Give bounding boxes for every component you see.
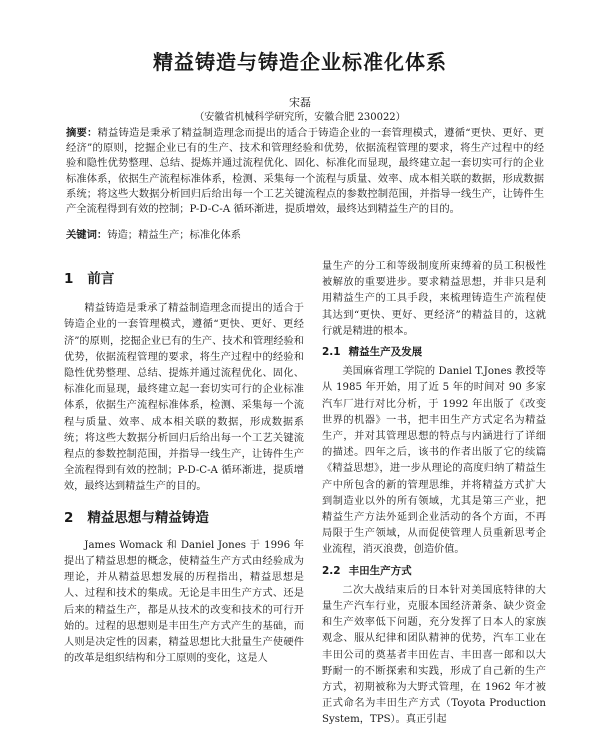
subsection-2-2-title: 丰田生产方式 xyxy=(348,564,412,577)
abstract xyxy=(66,126,544,217)
subsection-2-1-number: 2.1 xyxy=(322,346,341,359)
keywords-label: 关键词： xyxy=(66,229,108,241)
abstract-label: 摘要： xyxy=(66,127,98,139)
left-column xyxy=(64,262,304,667)
section-1-number: 1 xyxy=(64,271,74,287)
subsection-2-1-heading xyxy=(322,344,546,360)
right-column-intro: 量生产的分工和等级制度所束缚着的员工积极性被解放的重要进步。要求精益思想，并非只是利用精益生产的工具手段，来梳理铸造生产流程使其达到“更快、更好、更经济”的精益目的，这就行就是精进的根本。 xyxy=(322,261,546,337)
subsection-2-2-heading xyxy=(322,563,546,579)
keywords-text: 铸造；精益生产；标准化体系 xyxy=(107,229,242,241)
section-1-title: 前言 xyxy=(87,271,115,287)
subsection-2-1-title: 精益生产及发展 xyxy=(348,346,423,359)
section-2-body: James Womack 和 Daniel Jones 于 1996 年提出了精益思想的概念，使精益生产方式由经验成为理论，并从精益思想发展的历程指出，精益思想是人、过程和技术的集成。无论是丰田生产方式、还是后来的精益生产，都是从技术的改变和技术的可行开始的。过程的思想则是丰田生产方式产生的基础，而人则是决定性的因素，精益思想比大批量生产使硬件的改革是组织结构和分工原则的变化，这是人 xyxy=(64,539,304,665)
section-1-heading xyxy=(64,271,304,287)
affiliation: （安徽省机械科学研究所，安徽合肥 230022） xyxy=(194,112,406,123)
section-2-title: 精益思想与精益铸造 xyxy=(87,509,209,526)
section-2-heading xyxy=(64,510,304,526)
right-column xyxy=(322,259,546,729)
section-1-body: 精益铸造是秉承了精益制造理念而提出的适合于铸造企业的一套管理模式，遵循“更快、更好、更经济”的原则，挖掘企业已有的生产、技术和管理经验和优势，依据流程管理的要求，将生产过程中的经验和隐性优势整理、总结、提炼并通过流程优化、固化、标准化而显现，最终建立起一套切实可行的企业标准体系，依据生产流程标准体系，检测、采集每一个流程与质量、效率、成本相关联的数据，形成数据系统；将这些大数据分析回归后给出每一个工艺关键流程点的参数控制范围，并指导一线生产，让铸件生产全流程得到有效的控制；P-D-C-A 循环渐进，提质增效，最终达到精益生产的目的。 xyxy=(64,303,304,493)
subsection-2-2-body: 二次大战结束后的日本针对美国底特律的大量生产汽车行业，克服本国经济萧条、缺少资金和生产效率低下问题，充分发挥了日本人的家族观念、服从纪律和团队精神的优势，汽车工业在丰田公司的奠基者丰田佐吉、丰田喜一郎和以大野耐一的不断探索和实践，形成了自己新的生产方式，初期被称为大野式管理，在 1962 年才被正式命名为丰田生产方式（Toyota Production System，TPS）。真正引起 xyxy=(322,584,546,726)
author-name: 宋磊 xyxy=(289,96,311,109)
subsection-2-1-body: 美国麻省理工学院的 Daniel T.Jones 教授等从 1985 年开始，用了近 5 年的时间对 90 多家汽车厂进行对比分析，于 1992 年出版了《改变世界的机器》一书，把丰田生产方式定名为精益生产，并对其管理思想的特点与内涵进行了详细的描述。四年之后，该书的作者出版了它的续篇《精益思想》，进一步从理论的高度归纳了精益生产中所包含的新的管理思维，并将精益方式扩大到制造业以外的所有领域，尤其是第三产业，把精益生产方法外延到企业活动的各个方面，不再局限于生产领域，从而促使管理人员重新思考企业流程，消灭浪费，创造价值。 xyxy=(322,366,546,556)
paper-title: 精益铸造与铸造企业标准化体系 xyxy=(153,50,447,74)
keywords xyxy=(66,228,544,243)
section-2-number: 2 xyxy=(64,509,74,526)
abstract-text: 精益铸造是秉承了精益制造理念而提出的适合于铸造企业的一套管理模式，遵循“更快、更好、更经济”的原则，挖掘企业已有的生产、技术和管理经验和优势，依据流程管理的要求，将生产过程中的经验和隐性优势整理、总结、提炼并通过流程优化、固化、标准化而显现，最终建立起一套切实可行的企业标准体系，依据生产流程标准体系，检测、采集每一个流程与质量、效率、成本相关联的数据，形成数据系统；将这些大数据分析回归后给出每一个工艺关键流程点的参数控制范围，并指导一线生产，让铸件生产全流程得到有效的控制；P-D-C-A 循环渐进，提质增效，最终达到精益生产的目的。 xyxy=(66,127,544,216)
subsection-2-2-number: 2.2 xyxy=(322,564,341,577)
